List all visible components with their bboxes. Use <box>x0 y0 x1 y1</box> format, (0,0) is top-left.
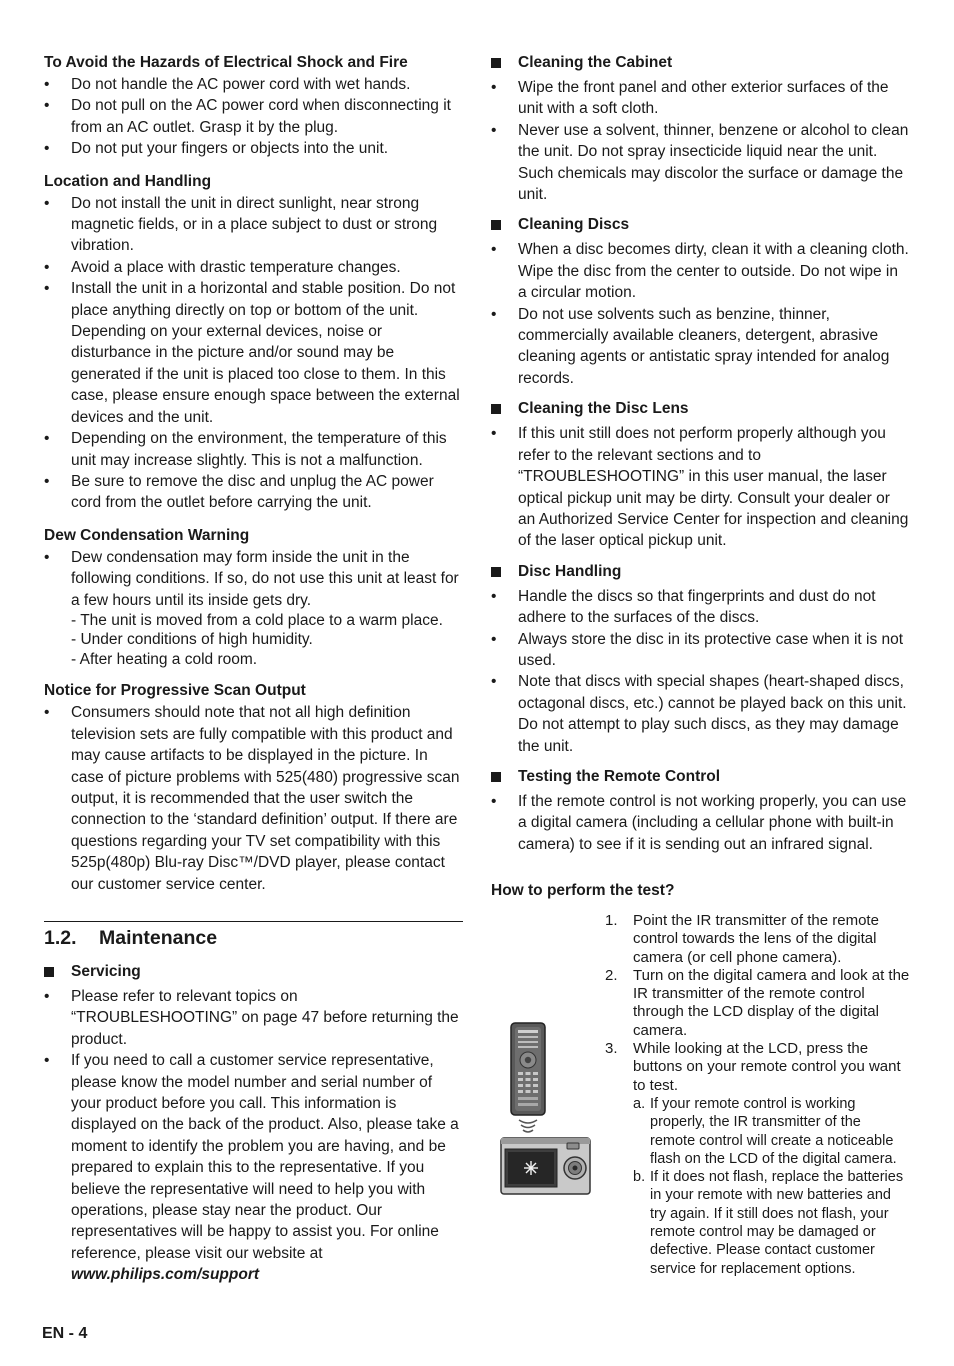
list-progressive-scan <box>44 702 464 895</box>
substep-letter: b. <box>633 1169 646 1186</box>
heading-disc-handling: Disc Handling <box>491 561 909 582</box>
heading-cleaning-disc-lens: Cleaning the Disc Lens <box>491 398 909 419</box>
list-item: • Wipe the front panel and other exterior surfaces of the unit with a soft cloth. <box>491 77 909 120</box>
flash-burst-icon <box>524 1161 538 1175</box>
substep-letter: a. <box>633 1095 646 1112</box>
left-column <box>44 52 464 895</box>
list-item: • Always store the disc in its protective case when it is not used. <box>491 629 909 672</box>
list-item: • If the remote control is not working properly, you can use a digital camera (including a cellular phone with built-in camera) to see if it is sending out an infrared signal. <box>491 791 909 855</box>
section-divider <box>44 921 463 922</box>
list-cleaning-cabinet <box>491 77 909 205</box>
list-cleaning-discs <box>491 239 909 389</box>
support-url-link[interactable]: www.philips.com/support <box>71 1266 260 1284</box>
heading-cleaning-cabinet: Cleaning the Cabinet <box>491 52 909 73</box>
heading-testing-remote: Testing the Remote Control <box>491 766 909 787</box>
list-cleaning-disc-lens <box>491 423 909 551</box>
dew-condition: - The unit is moved from a cold place to a warm place. <box>71 611 443 629</box>
list-item: • Handle the discs so that fingerprints and dust do not adhere to the surfaces of the discs. <box>491 586 909 629</box>
section-number: 1.2. <box>44 927 77 949</box>
heading-servicing: Servicing <box>44 961 464 982</box>
heading-dew-condensation: Dew Condensation Warning <box>44 526 250 544</box>
substep-text: If it does not flash, replace the batteries in your remote with new batteries and try again. If it still does not flash, your remote control may be damaged or defective. Please contact customer service for replacement options. <box>650 1169 904 1277</box>
list-item: • When a disc becomes dirty, clean it with a cleaning cloth. Wipe the disc from the center to outside. Do not wipe in a circular motion. <box>491 239 909 303</box>
step-text: Turn on the digital camera and look at the IR transmitter of the remote control through the LCD display of the digital camera. <box>633 966 910 1039</box>
list-item: • Do not install the unit in direct sunlight, near strong magnetic fields, or in a place subject to dust or strong vibration. <box>44 193 464 257</box>
remote-control-icon <box>511 1023 545 1115</box>
step-number: 1. <box>605 912 618 929</box>
heading-how-to-test: How to perform the test? <box>491 882 675 899</box>
list-servicing <box>44 986 464 1286</box>
list-disc-handling <box>491 586 909 757</box>
heading-progressive-scan: Notice for Progressive Scan Output <box>44 682 306 700</box>
section-title-text: Maintenance <box>99 927 218 949</box>
list-item: • Do not handle the AC power cord with wet hands. <box>44 74 464 95</box>
test-step <box>605 967 910 1040</box>
infrared-signal-icon <box>519 1120 537 1132</box>
list-item: • Do not put your fingers or objects into the unit. <box>44 138 464 159</box>
list-electrical-hazards <box>44 74 464 160</box>
list-item: • Note that discs with special shapes (heart-shaped discs, octagonal discs, etc.) cannot be played back on this unit. Do not attempt to play such discs, as they may damage the unit. <box>491 671 909 757</box>
test-substeps-list <box>633 1095 910 1278</box>
list-item: • Depending on the environment, the temperature of this unit may increase slightly. This is not a malfunction. <box>44 428 464 471</box>
list-item: • Please refer to relevant topics on “TROUBLESHOOTING” on page 47 before returning the product. <box>44 986 464 1050</box>
list-item: • Do not use solvents such as benzine, thinner, commercially available cleaners, detergent, abrasive cleaning agents or antistatic spray intended for analog records. <box>491 304 909 390</box>
list-dew-condensation <box>44 547 464 611</box>
list-item: • Consumers should note that not all high definition television sets are fully compatible with this product and may cause artifacts to be displayed in the picture. In case of picture problems with 525(480) progressive scan output, it is recommended that the user switch the connection to the ‘standard definition’ output. If there are questions regarding your TV set compatibility with this 525p(480p) Blu-ray Disc™/DVD player, please contact our customer service center. <box>44 702 464 895</box>
maintenance-body <box>44 961 464 1286</box>
test-steps-list <box>605 912 910 1278</box>
test-step <box>605 1040 910 1278</box>
dew-condition: - After heating a cold room. <box>71 650 258 668</box>
list-item-text: If you need to call a customer service representative, please know the model number and serial number of your product before you call. This information is displayed on the back of the product. Also, please take a moment to identify the problem you are having, and be prepared to explain this to the representative. If you believe the representative will need to help you with operations, please stay near the product. Our representatives will be happy to assist you. For online reference, please visit our website at <box>71 1052 459 1262</box>
test-step <box>605 912 910 967</box>
step-number: 2. <box>605 966 618 984</box>
right-column <box>491 52 909 855</box>
list-testing-remote <box>491 791 909 855</box>
step-number: 3. <box>605 1040 618 1058</box>
heading-cleaning-discs: Cleaning Discs <box>491 214 909 235</box>
list-item: • Avoid a place with drastic temperature changes. <box>44 257 464 278</box>
heading-location-handling: Location and Handling <box>44 172 212 190</box>
list-item: • Dew condensation may form inside the unit in the following conditions. If so, do not use this unit at least for a few hours until its inside gets dry. <box>44 547 464 611</box>
test-substep <box>633 1095 910 1168</box>
list-item: • If this unit still does not perform properly although you refer to the relevant sections and to “TROUBLESHOOTING” in this user manual, the laser optical pickup unit may be dirty. Consult your dealer or an Authorized Service Center for inspection and cleaning of the laser optical pickup unit. <box>491 423 909 551</box>
section-title-maintenance <box>44 925 217 951</box>
test-substep <box>633 1168 910 1278</box>
list-item: • Install the unit in a horizontal and stable position. Do not place anything directly on top or bottom of the unit. Depending on your external devices, noise or disturbance in the picture and/or sound may be generated if the unit is placed too close to them. In this case, please ensure enough space between the external devices and the unit. <box>44 278 464 428</box>
list-item: • Be sure to remove the disc and unplug the AC power cord from the outlet before carrying the unit. <box>44 471 464 514</box>
digital-camera-icon <box>501 1138 590 1194</box>
dew-condition: - Under conditions of high humidity. <box>71 631 313 649</box>
list-location-handling <box>44 193 464 514</box>
step-text: While looking at the LCD, press the buttons on your remote control you want to test. <box>633 1040 901 1094</box>
list-item: • Do not pull on the AC power cord when disconnecting it from an AC outlet. Grasp it by the plug. <box>44 95 464 138</box>
step-text: Point the IR transmitter of the remote control towards the lens of the digital camera (or cell phone camera). <box>633 912 879 966</box>
remote-and-camera-illustration <box>499 1022 593 1198</box>
list-item <box>44 1050 464 1285</box>
page-number: EN - 4 <box>42 1325 88 1342</box>
substep-text: If your remote control is working properly, the IR transmitter of the remote control will create a noticeable flash on the LCD of the digital camera. <box>650 1095 897 1167</box>
list-item: • Never use a solvent, thinner, benzene or alcohol to clean the unit. Do not spray insecticide liquid near the unit. Such chemicals may discolor the surface or damage the unit. <box>491 120 909 206</box>
heading-electrical-hazards: To Avoid the Hazards of Electrical Shock and Fire <box>44 54 408 71</box>
